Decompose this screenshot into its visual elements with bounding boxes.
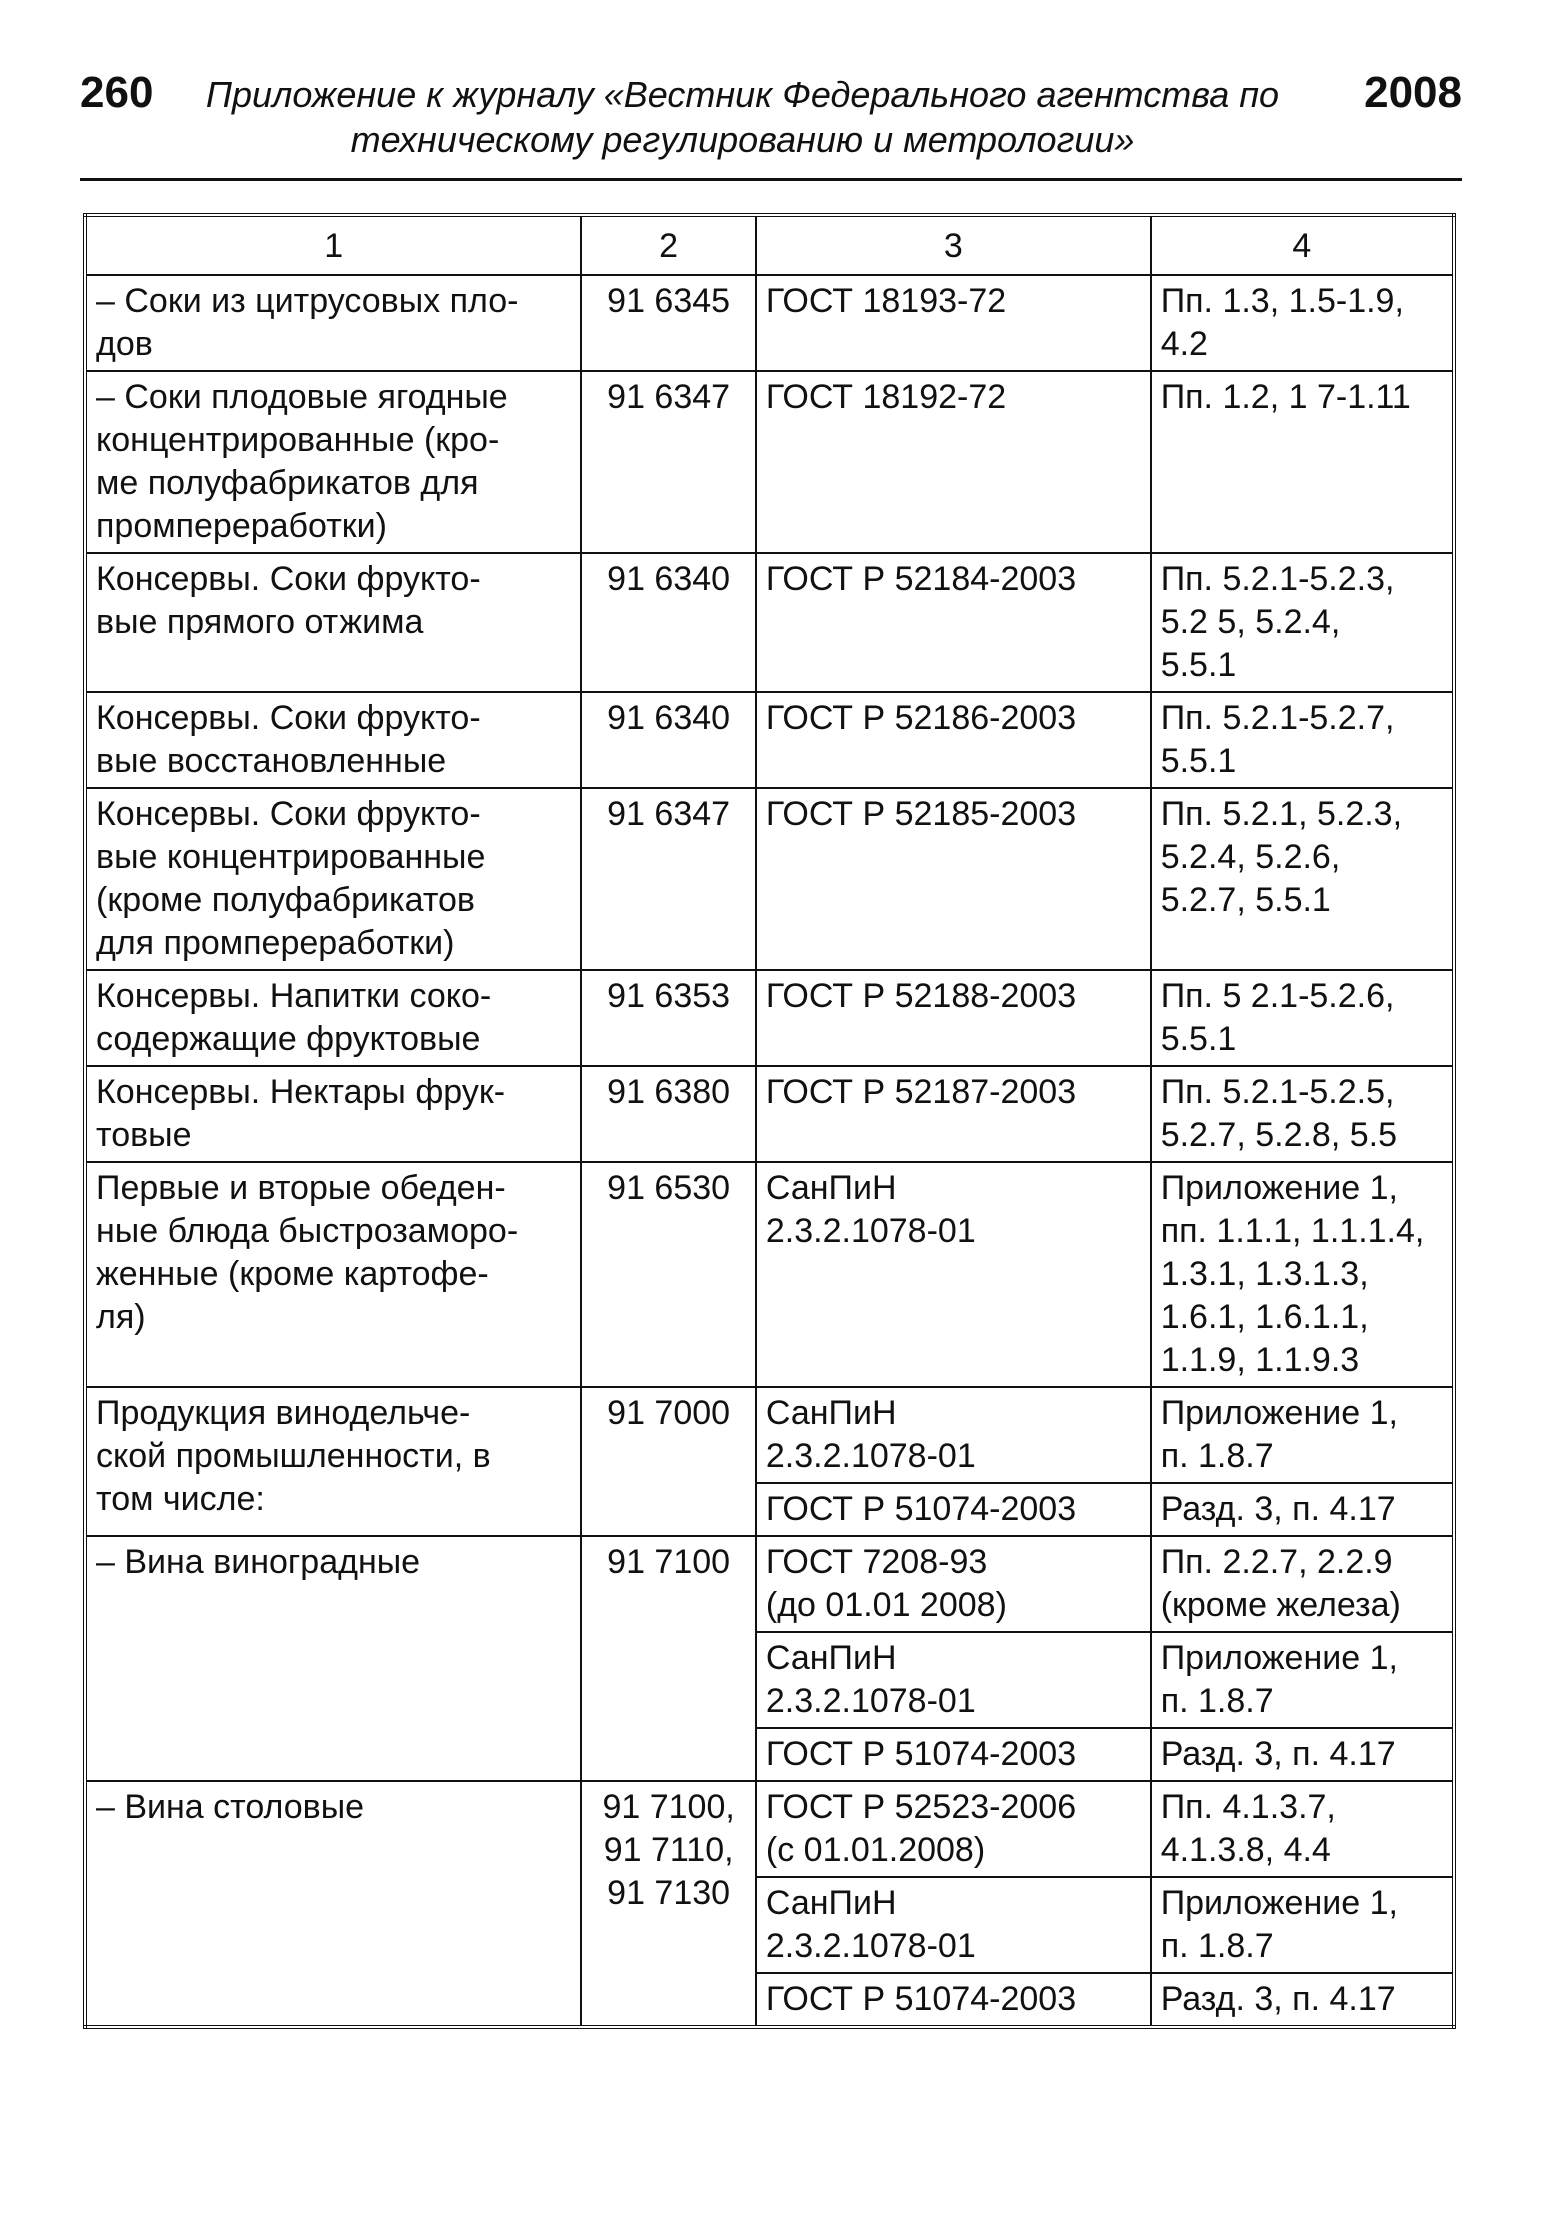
clauses-cell: Разд. 3, п. 4.17 bbox=[1151, 1728, 1454, 1781]
table-row bbox=[85, 970, 1454, 1066]
standard-cell: ГОСТ 18192-72 bbox=[756, 371, 1151, 553]
table-row bbox=[85, 692, 1454, 788]
column-header: 2 bbox=[581, 215, 756, 275]
code-cell: 91 6340 bbox=[581, 692, 756, 788]
product-cell: – Вина виноградные bbox=[85, 1536, 581, 1781]
standard-cell: ГОСТ Р 52185-2003 bbox=[756, 788, 1151, 970]
table-row bbox=[85, 371, 1454, 553]
standard-cell: СанПиН 2.3.2.1078-01 bbox=[756, 1877, 1151, 1973]
table-header-row bbox=[85, 215, 1454, 275]
page-number: 260 bbox=[80, 68, 154, 117]
clauses-cell: Приложение 1, п. 1.8.7 bbox=[1151, 1632, 1454, 1728]
product-cell: – Вина столовые bbox=[85, 1781, 581, 2027]
standard-cell: ГОСТ Р 52188-2003 bbox=[756, 970, 1151, 1066]
table-row bbox=[85, 1162, 1454, 1387]
clauses-cell: Пп. 4.1.3.7, 4.1.3.8, 4.4 bbox=[1151, 1781, 1454, 1877]
code-cell: 91 6347 bbox=[581, 788, 756, 970]
clauses-cell: Приложение 1, пп. 1.1.1, 1.1.1.4, 1.3.1, 1.3.1.3, 1.6.1, 1.6.1.1, 1.1.9, 1.1.9.3 bbox=[1151, 1162, 1454, 1387]
table-row bbox=[85, 1536, 1454, 1632]
standard-cell: ГОСТ Р 52186-2003 bbox=[756, 692, 1151, 788]
product-cell: – Соки плодовые ягодные концентрированные (кро- ме полуфабрикатов для промпереработки) bbox=[85, 371, 581, 553]
product-cell: Консервы. Соки фрукто- вые прямого отжима bbox=[85, 553, 581, 692]
clauses-cell: Пп. 1.3, 1.5-1.9, 4.2 bbox=[1151, 275, 1454, 371]
table-row bbox=[85, 1066, 1454, 1162]
clauses-cell: Пп. 5.2.1-5.2.5, 5.2.7, 5.2.8, 5.5 bbox=[1151, 1066, 1454, 1162]
standard-cell: СанПиН 2.3.2.1078-01 bbox=[756, 1162, 1151, 1387]
clauses-cell: Пп. 5.2.1-5.2.3, 5.2 5, 5.2.4, 5.5.1 bbox=[1151, 553, 1454, 692]
column-header: 4 bbox=[1151, 215, 1454, 275]
standard-cell: СанПиН 2.3.2.1078-01 bbox=[756, 1387, 1151, 1483]
code-cell: 91 6340 bbox=[581, 553, 756, 692]
standard-cell: СанПиН 2.3.2.1078-01 bbox=[756, 1632, 1151, 1728]
table-row bbox=[85, 1387, 1454, 1483]
product-cell: Консервы. Соки фрукто- вые концентрированные (кроме полуфабрикатов для промпереработки) bbox=[85, 788, 581, 970]
product-cell: Продукция винодельче- ской промышленности, в том числе: bbox=[85, 1387, 581, 1536]
clauses-cell: Приложение 1, п. 1.8.7 bbox=[1151, 1877, 1454, 1973]
clauses-cell: Приложение 1, п. 1.8.7 bbox=[1151, 1387, 1454, 1483]
product-cell: – Соки из цитрусовых пло- дов bbox=[85, 275, 581, 371]
standard-cell: ГОСТ Р 52184-2003 bbox=[756, 553, 1151, 692]
code-cell: 91 7100 bbox=[581, 1536, 756, 1781]
journal-title: Приложение к журналу «Вестник Федерального агентства по техническому регулированию и метрологии» bbox=[205, 74, 1280, 160]
column-header: 1 bbox=[85, 215, 581, 275]
standards-table bbox=[83, 213, 1456, 2029]
clauses-cell: Разд. 3, п. 4.17 bbox=[1151, 1973, 1454, 2027]
clauses-cell: Пп. 2.2.7, 2.2.9 (кроме железа) bbox=[1151, 1536, 1454, 1632]
table-row bbox=[85, 788, 1454, 970]
clauses-cell: Разд. 3, п. 4.17 bbox=[1151, 1483, 1454, 1536]
clauses-cell: Пп. 5 2.1-5.2.6, 5.5.1 bbox=[1151, 970, 1454, 1066]
standard-cell: ГОСТ Р 51074-2003 bbox=[756, 1728, 1151, 1781]
header-rule bbox=[80, 178, 1462, 181]
code-cell: 91 6353 bbox=[581, 970, 756, 1066]
column-header: 3 bbox=[756, 215, 1151, 275]
standard-cell: ГОСТ Р 52187-2003 bbox=[756, 1066, 1151, 1162]
standard-cell: ГОСТ Р 51074-2003 bbox=[756, 1973, 1151, 2027]
code-cell: 91 6345 bbox=[581, 275, 756, 371]
standard-cell: ГОСТ Р 51074-2003 bbox=[756, 1483, 1151, 1536]
code-cell: 91 6380 bbox=[581, 1066, 756, 1162]
code-cell: 91 7100, 91 7110, 91 7130 bbox=[581, 1781, 756, 2027]
product-cell: Консервы. Напитки соко- содержащие фруктовые bbox=[85, 970, 581, 1066]
table-row bbox=[85, 275, 1454, 371]
standard-cell: ГОСТ 7208-93 (до 01.01 2008) bbox=[756, 1536, 1151, 1632]
product-cell: Первые и вторые обеден- ные блюда быстрозаморо- женные (кроме картофе- ля) bbox=[85, 1162, 581, 1387]
standard-cell: ГОСТ Р 52523-2006 (с 01.01.2008) bbox=[756, 1781, 1151, 1877]
year: 2008 bbox=[1364, 68, 1462, 117]
standard-cell: ГОСТ 18193-72 bbox=[756, 275, 1151, 371]
code-cell: 91 6347 bbox=[581, 371, 756, 553]
page-header bbox=[80, 62, 1462, 172]
table-row bbox=[85, 553, 1454, 692]
product-cell: Консервы. Соки фрукто- вые восстановленные bbox=[85, 692, 581, 788]
clauses-cell: Пп. 5.2.1-5.2.7, 5.5.1 bbox=[1151, 692, 1454, 788]
clauses-cell: Пп. 5.2.1, 5.2.3, 5.2.4, 5.2.6, 5.2.7, 5.5.1 bbox=[1151, 788, 1454, 970]
product-cell: Консервы. Нектары фрук- товые bbox=[85, 1066, 581, 1162]
clauses-cell: Пп. 1.2, 1 7-1.11 bbox=[1151, 371, 1454, 553]
code-cell: 91 6530 bbox=[581, 1162, 756, 1387]
table-row bbox=[85, 1781, 1454, 1877]
code-cell: 91 7000 bbox=[581, 1387, 756, 1536]
